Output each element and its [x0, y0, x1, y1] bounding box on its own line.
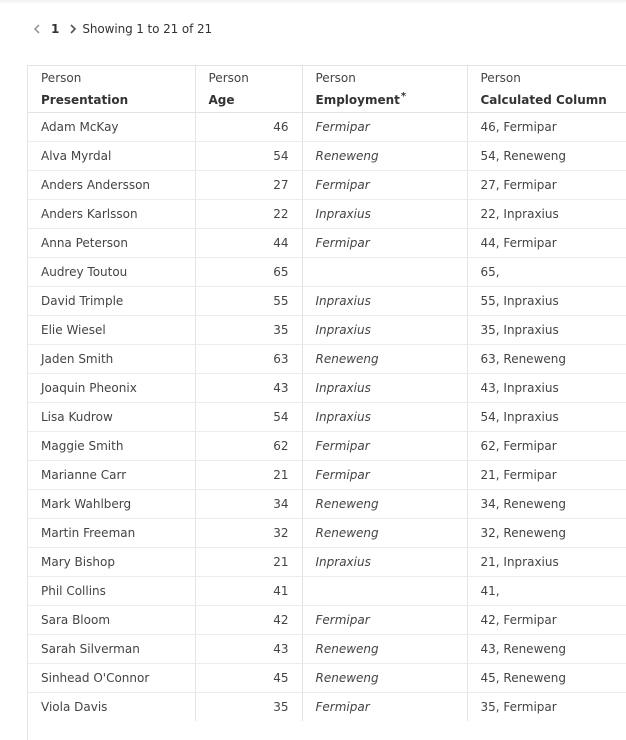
cell-employment[interactable]: Inpraxius	[302, 548, 467, 577]
cell-employment[interactable]	[302, 577, 467, 606]
cell-age[interactable]: 43	[195, 374, 302, 403]
column-label: Calculated Column	[480, 93, 607, 107]
cell-employment[interactable]: Inpraxius	[302, 287, 467, 316]
table-row[interactable]	[28, 113, 626, 142]
cell-calculated[interactable]: 32, Reneweng	[467, 519, 626, 548]
table-row[interactable]	[28, 548, 626, 577]
cell-presentation[interactable]: Elie Wiesel	[28, 316, 195, 345]
cell-age[interactable]: 35	[195, 693, 302, 722]
table-row[interactable]	[28, 461, 626, 490]
cell-employment[interactable]: Reneweng	[302, 664, 467, 693]
cell-employment[interactable]: Reneweng	[302, 345, 467, 374]
cell-calculated[interactable]: 22, Inpraxius	[467, 200, 626, 229]
cell-presentation[interactable]: Marianne Carr	[28, 461, 195, 490]
cell-age[interactable]: 21	[195, 461, 302, 490]
cell-presentation[interactable]: Viola Davis	[28, 693, 195, 722]
cell-presentation[interactable]: Sinhead O'Connor	[28, 664, 195, 693]
cell-calculated[interactable]: 55, Inpraxius	[467, 287, 626, 316]
cell-employment[interactable]: Reneweng	[302, 519, 467, 548]
pagination	[30, 20, 212, 38]
cell-calculated[interactable]: 21, Inpraxius	[467, 548, 626, 577]
column-header-presentation[interactable]	[28, 66, 195, 113]
table-row[interactable]	[28, 577, 626, 606]
cell-age[interactable]: 42	[195, 606, 302, 635]
cell-calculated[interactable]: 35, Inpraxius	[467, 316, 626, 345]
page-number[interactable]: 1	[51, 22, 60, 36]
cell-calculated[interactable]: 65,	[467, 258, 626, 287]
table-row[interactable]	[28, 519, 626, 548]
cell-employment[interactable]	[302, 258, 467, 287]
cell-calculated[interactable]: 45, Reneweng	[467, 664, 626, 693]
cell-employment[interactable]: Reneweng	[302, 142, 467, 171]
cell-employment[interactable]: Fermipar	[302, 432, 467, 461]
cell-presentation[interactable]: Maggie Smith	[28, 432, 195, 461]
cell-calculated[interactable]: 34, Reneweng	[467, 490, 626, 519]
column-group-label: Person	[41, 71, 82, 85]
chevron-right-icon[interactable]	[66, 20, 80, 38]
cell-employment[interactable]: Reneweng	[302, 635, 467, 664]
cell-presentation[interactable]: Adam McKay	[28, 113, 195, 142]
cell-employment[interactable]: Fermipar	[302, 171, 467, 200]
table-row[interactable]	[28, 345, 626, 374]
cell-employment[interactable]: Inpraxius	[302, 200, 467, 229]
column-header-age[interactable]	[195, 66, 302, 113]
cell-age[interactable]: 55	[195, 287, 302, 316]
column-label: Age	[208, 93, 235, 107]
cell-calculated[interactable]: 43, Reneweng	[467, 635, 626, 664]
table-row[interactable]	[28, 142, 626, 171]
cell-presentation[interactable]: Sara Bloom	[28, 606, 195, 635]
cell-calculated[interactable]: 27, Fermipar	[467, 171, 626, 200]
table-row[interactable]	[28, 693, 626, 722]
cell-calculated[interactable]: 54, Reneweng	[467, 142, 626, 171]
data-grid	[27, 65, 626, 740]
cell-age[interactable]: 22	[195, 200, 302, 229]
cell-age[interactable]: 32	[195, 519, 302, 548]
table-row[interactable]	[28, 635, 626, 664]
cell-presentation[interactable]: Martin Freeman	[28, 519, 195, 548]
cell-employment[interactable]: Inpraxius	[302, 403, 467, 432]
cell-calculated[interactable]: 44, Fermipar	[467, 229, 626, 258]
person-table	[28, 66, 626, 721]
table-row[interactable]	[28, 171, 626, 200]
column-label: Employment*	[315, 91, 407, 107]
cell-age[interactable]: 45	[195, 664, 302, 693]
column-header-calculated[interactable]	[467, 66, 626, 113]
cell-presentation[interactable]: Sarah Silverman	[28, 635, 195, 664]
cell-calculated[interactable]: 43, Inpraxius	[467, 374, 626, 403]
cell-calculated[interactable]: 46, Fermipar	[467, 113, 626, 142]
cell-age[interactable]: 65	[195, 258, 302, 287]
cell-calculated[interactable]: 21, Fermipar	[467, 461, 626, 490]
cell-age[interactable]: 46	[195, 113, 302, 142]
header-row	[28, 66, 626, 113]
cell-age[interactable]: 35	[195, 316, 302, 345]
cell-presentation[interactable]: Audrey Toutou	[28, 258, 195, 287]
cell-calculated[interactable]: 62, Fermipar	[467, 432, 626, 461]
cell-presentation[interactable]: David Trimple	[28, 287, 195, 316]
cell-calculated[interactable]: 41,	[467, 577, 626, 606]
table-row[interactable]	[28, 606, 626, 635]
cell-age[interactable]: 54	[195, 142, 302, 171]
cell-presentation[interactable]: Phil Collins	[28, 577, 195, 606]
cell-presentation[interactable]: Anders Karlsson	[28, 200, 195, 229]
cell-employment[interactable]: Fermipar	[302, 606, 467, 635]
column-header-employment[interactable]	[302, 66, 467, 113]
column-group-label: Person	[315, 71, 356, 85]
cell-presentation[interactable]: Mark Wahlberg	[28, 490, 195, 519]
table-row[interactable]	[28, 664, 626, 693]
table-row[interactable]	[28, 403, 626, 432]
chevron-left-icon[interactable]	[30, 20, 44, 38]
cell-employment[interactable]: Inpraxius	[302, 374, 467, 403]
cell-age[interactable]: 21	[195, 548, 302, 577]
cell-age[interactable]: 34	[195, 490, 302, 519]
cell-presentation[interactable]: Alva Myrdal	[28, 142, 195, 171]
cell-age[interactable]: 27	[195, 171, 302, 200]
table-row[interactable]	[28, 287, 626, 316]
cell-employment[interactable]: Inpraxius	[302, 316, 467, 345]
cell-presentation[interactable]: Anders Andersson	[28, 171, 195, 200]
cell-calculated[interactable]: 54, Inpraxius	[467, 403, 626, 432]
column-label: Presentation	[41, 93, 129, 107]
table-row[interactable]	[28, 229, 626, 258]
table-row[interactable]	[28, 200, 626, 229]
cell-employment[interactable]: Fermipar	[302, 113, 467, 142]
pagination-summary: Showing 1 to 21 of 21	[82, 22, 213, 36]
cell-age[interactable]: 44	[195, 229, 302, 258]
required-marker: *	[400, 91, 407, 102]
cell-employment[interactable]: Reneweng	[302, 490, 467, 519]
table-row[interactable]	[28, 374, 626, 403]
cell-age[interactable]: 62	[195, 432, 302, 461]
cell-presentation[interactable]: Mary Bishop	[28, 548, 195, 577]
cell-presentation[interactable]: Joaquin Pheonix	[28, 374, 195, 403]
cell-employment[interactable]: Fermipar	[302, 461, 467, 490]
top-shadow	[0, 0, 626, 4]
table-row[interactable]	[28, 432, 626, 461]
cell-age[interactable]: 41	[195, 577, 302, 606]
cell-presentation[interactable]: Anna Peterson	[28, 229, 195, 258]
cell-age[interactable]: 43	[195, 635, 302, 664]
cell-calculated[interactable]: 35, Fermipar	[480, 700, 557, 714]
cell-age[interactable]: 63	[195, 345, 302, 374]
cell-calculated[interactable]: 63, Reneweng	[467, 345, 626, 374]
table-row[interactable]	[28, 316, 626, 345]
cell-age[interactable]: 54	[195, 403, 302, 432]
cell-presentation[interactable]: Lisa Kudrow	[28, 403, 195, 432]
cell-calculated[interactable]: 42, Fermipar	[467, 606, 626, 635]
cell-employment[interactable]: Fermipar	[302, 693, 467, 722]
table-row[interactable]	[28, 490, 626, 519]
cell-employment[interactable]: Fermipar	[302, 229, 467, 258]
table-row[interactable]	[28, 258, 626, 287]
cell-presentation[interactable]: Jaden Smith	[28, 345, 195, 374]
column-group-label: Person	[208, 71, 249, 85]
column-group-label: Person	[480, 71, 521, 85]
